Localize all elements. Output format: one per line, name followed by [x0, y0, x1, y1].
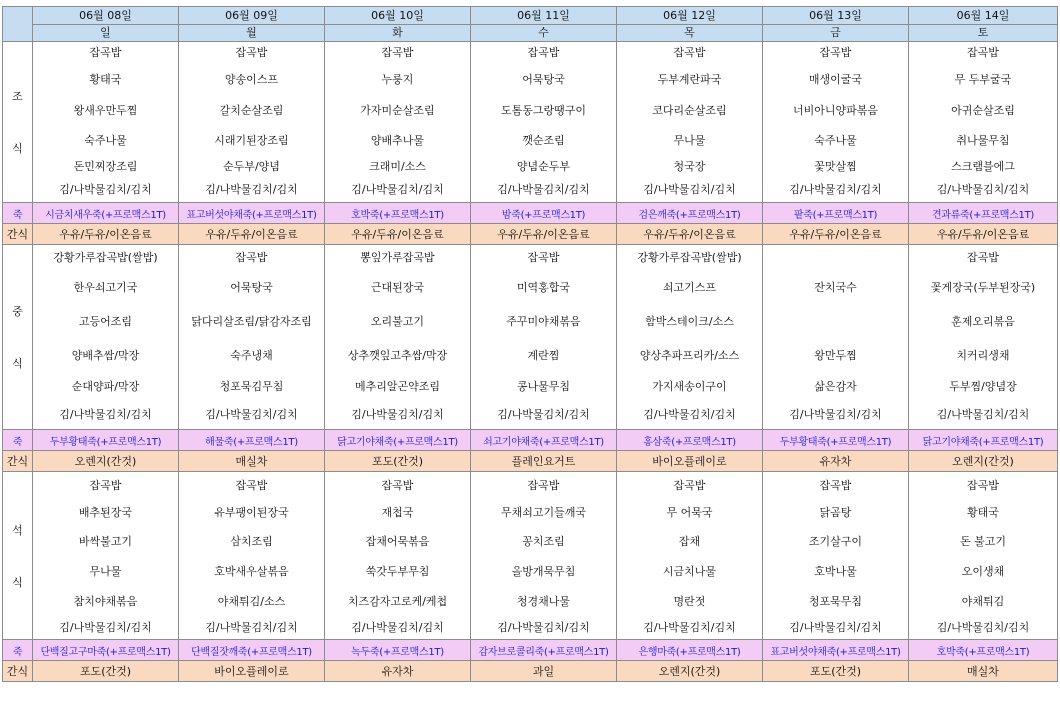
menu-item: 숙주냉채: [230, 349, 273, 362]
menu-item: 김/나박물김치/김치: [59, 408, 152, 421]
menu-item: 청경채나물: [516, 594, 571, 608]
menu-item: 청포묵김무침: [219, 380, 284, 393]
day-weekday: 금: [830, 25, 841, 39]
snack-cell: 우유/두유/이온음료: [325, 224, 471, 245]
juk-cell: 호박죽(+프로맥스1T): [325, 203, 471, 224]
menu-item: 양상추파프리카/소스: [639, 349, 740, 362]
menu-item: 오리불고기: [370, 315, 425, 328]
menu-item: 잡곡밥: [235, 251, 268, 264]
menu-item: [763, 305, 908, 339]
day-date: 06월 08일: [79, 8, 132, 22]
menu-item: 크래미/소스: [369, 160, 426, 173]
menu-item: 무나물: [89, 564, 122, 578]
snack-label: 간식: [3, 224, 33, 245]
dinner-row: [3, 472, 1058, 640]
day-weekday: 화: [392, 25, 403, 39]
menu-item: 배추된장국: [78, 505, 133, 519]
menu-item: 무채쇠고기들깨국: [500, 505, 586, 519]
menu-item: 청포묵무침: [808, 594, 863, 608]
menu-item: 꽃게장국(두부된장국): [930, 281, 1036, 294]
juk-label: 죽: [3, 430, 33, 451]
lunch-cell: [909, 245, 1058, 430]
meal-label-char: 식: [12, 357, 23, 370]
menu-item: 취나물무침: [956, 134, 1010, 147]
menu-item: 김/나박물김치/김치: [789, 408, 882, 421]
juk-cell: 단백질잣깨죽(+프로맥스1T): [179, 640, 325, 661]
lunch-snack-row: [3, 451, 1058, 472]
menu-item: 양송이스프: [224, 73, 279, 86]
lunch-cell: [325, 245, 471, 430]
day-header-6: [909, 7, 1058, 42]
menu-item: 가자미순살조림: [360, 104, 435, 117]
dinner-cell: [471, 472, 617, 640]
menu-item: 갈치순살조림: [219, 104, 284, 117]
lunch-cell: [471, 245, 617, 430]
menu-item: 잡곡밥: [967, 478, 999, 492]
menu-item: 삶은감자: [814, 380, 857, 393]
lunch-juk-row: [3, 430, 1058, 451]
menu-item: 돈 불고기: [959, 534, 1006, 548]
juk-cell: 표고버섯야채죽(+프로맥스1T): [179, 203, 325, 224]
day-weekday: 수: [538, 25, 549, 39]
juk-cell: 쇠고기야채죽(+프로맥스1T): [471, 430, 617, 451]
menu-item: 코다리순살조림: [652, 104, 727, 117]
breakfast-cell: [763, 42, 909, 203]
dinner-cell: [617, 472, 763, 640]
menu-item: 가지새송이구이: [652, 380, 727, 393]
menu-item: 잡곡밥: [235, 46, 268, 59]
juk-cell: 밤죽(+프로맥스1T): [471, 203, 617, 224]
menu-item: 양배추쌈/막장: [71, 349, 140, 362]
menu-item: 바싹불고기: [78, 534, 133, 548]
breakfast-cell: [33, 42, 179, 203]
menu-item: 꽁치조림: [522, 534, 565, 548]
juk-cell: 표고버섯야채죽(+프로맥스1T): [763, 640, 909, 661]
lunch-row: [3, 245, 1058, 430]
menu-item: 잡곡밥: [89, 478, 122, 492]
dinner-label: [3, 472, 33, 640]
day-date: 06월 10일: [371, 8, 424, 22]
menu-item: 스크램블에그: [951, 160, 1015, 173]
menu-item: 호박새우살볶음: [214, 564, 289, 578]
menu-item: 잡곡밥: [381, 478, 414, 492]
menu-item: 조기살구이: [808, 534, 863, 548]
menu-item: 김/나박물김치/김치: [205, 408, 298, 421]
menu-item: 잡곡밥: [235, 478, 268, 492]
day-weekday: 월: [246, 25, 257, 39]
menu-item: 왕만두찜: [814, 349, 857, 362]
menu-item: 김/나박물김치/김치: [789, 183, 882, 196]
juk-cell: 닭고기야채죽(+프로맥스1T): [909, 430, 1058, 451]
snack-cell: 유자차: [763, 451, 909, 472]
menu-item: 도톰동그랑땡구이: [500, 104, 586, 117]
juk-cell: 녹두죽(+프로맥스1T): [325, 640, 471, 661]
meal-label-char: 중: [12, 305, 23, 318]
menu-item: 황태국: [967, 505, 999, 519]
menu-item: 숙주나물: [814, 134, 857, 147]
day-header-1: [179, 7, 325, 42]
dinner-snack-row: [3, 661, 1058, 682]
menu-item: 김/나박물김치/김치: [643, 183, 736, 196]
weekly-meal-table: [2, 6, 1058, 682]
snack-cell: 우유/두유/이온음료: [909, 224, 1058, 245]
juk-cell: 홍삼죽(+프로맥스1T): [617, 430, 763, 451]
menu-item: 꽃맛살찜: [814, 160, 857, 173]
menu-item: [763, 245, 908, 271]
dinner-cell: [909, 472, 1058, 640]
menu-item: 시래기된장조림: [214, 134, 289, 147]
menu-item: 계란찜: [527, 349, 560, 362]
header-row: [3, 7, 1058, 42]
corner-cell: [3, 7, 33, 42]
menu-item: 잡곡밥: [819, 478, 852, 492]
menu-item: 재첩국: [381, 505, 414, 519]
menu-item: 참치야채볶음: [73, 594, 138, 608]
snack-cell: 매실차: [909, 661, 1058, 682]
menu-item: 김/나박물김치/김치: [59, 620, 152, 634]
snack-cell: 매실차: [179, 451, 325, 472]
dinner-cell: [325, 472, 471, 640]
snack-cell: 포도(간것): [325, 451, 471, 472]
menu-item: 근대된장국: [370, 281, 425, 294]
menu-item: 너비아니양파볶음: [792, 104, 878, 117]
snack-cell: 우유/두유/이온음료: [763, 224, 909, 245]
menu-item: 양배추나물: [370, 134, 425, 147]
snack-cell: 오렌지(간것): [617, 661, 763, 682]
menu-item: 잡곡밥: [89, 46, 122, 59]
juk-cell: 팥죽(+프로맥스1T): [763, 203, 909, 224]
day-weekday: 토: [977, 25, 989, 39]
snack-cell: 포도(간것): [33, 661, 179, 682]
menu-item: 두부계란파국: [657, 73, 722, 86]
menu-item: 잡채어묵볶음: [365, 534, 430, 548]
menu-item: 김/나박물김치/김치: [936, 620, 1030, 634]
menu-item: 시금치나물: [662, 564, 717, 578]
menu-item: 무 어묵국: [666, 505, 713, 519]
juk-cell: 시금치새우죽(+프로맥스1T): [33, 203, 179, 224]
menu-item: 김/나박물김치/김치: [351, 408, 444, 421]
menu-item: 김/나박물김치/김치: [936, 183, 1030, 196]
day-date: 06월 12일: [663, 8, 716, 22]
menu-item: 어묵탕국: [230, 281, 273, 294]
menu-item: 치즈감자고로케/케첩: [347, 594, 448, 608]
menu-item: 야채튀김/소스: [217, 594, 286, 608]
menu-item: 닭곰탕: [819, 505, 852, 519]
menu-item: 김/나박물김치/김치: [351, 183, 444, 196]
meal-label-char: 조: [12, 90, 23, 103]
juk-cell: 검은깨죽(+프로맥스1T): [617, 203, 763, 224]
day-header-3: [471, 7, 617, 42]
juk-cell: 은행마죽(+프로맥스1T): [617, 640, 763, 661]
dinner-cell: [33, 472, 179, 640]
snack-cell: 우유/두유/이온음료: [179, 224, 325, 245]
menu-item: 강황가루잡곡밥(쌀밥): [53, 251, 158, 264]
menu-item: 순대양파/막장: [71, 380, 140, 393]
menu-item: 김/나박물김치/김치: [497, 408, 590, 421]
menu-item: 한우쇠고기국: [73, 281, 138, 294]
menu-item: 잡곡밥: [527, 478, 560, 492]
menu-item: 누룽지: [381, 73, 414, 86]
snack-cell: 과일: [471, 661, 617, 682]
menu-item: 닭다리살조림/닭감자조림: [191, 315, 312, 328]
menu-item: 훈제오리볶음: [951, 315, 1015, 328]
breakfast-label: [3, 42, 33, 203]
juk-cell: 감자브로콜리죽(+프로맥스1T): [471, 640, 617, 661]
breakfast-snack-row: [3, 224, 1058, 245]
juk-cell: 두부황태죽(+프로맥스1T): [33, 430, 179, 451]
menu-item: 메추리알곤약조림: [354, 380, 440, 393]
menu-item: 돈민찌장조림: [73, 160, 138, 173]
breakfast-cell: [179, 42, 325, 203]
menu-item: 잡곡밥: [673, 478, 706, 492]
lunch-cell: [33, 245, 179, 430]
menu-item: 올방개묵무침: [511, 564, 576, 578]
snack-cell: 유자차: [325, 661, 471, 682]
menu-item: 잔치국수: [814, 281, 857, 294]
snack-cell: 오렌지(간것): [33, 451, 179, 472]
breakfast-row: [3, 42, 1058, 203]
menu-item: 뽕잎가루잡곡밥: [360, 251, 435, 264]
menu-item: 쑥갓두부무침: [365, 564, 430, 578]
snack-cell: 오렌지(간것): [909, 451, 1058, 472]
menu-item: 미역홍합국: [516, 281, 571, 294]
menu-item: 무나물: [673, 134, 706, 147]
juk-cell: 해물죽(+프로맥스1T): [179, 430, 325, 451]
day-date: 06월 14일: [956, 8, 1010, 22]
juk-cell: 단백질고구마죽(+프로맥스1T): [33, 640, 179, 661]
day-date: 06월 09일: [225, 8, 278, 22]
menu-item: 야채튀김: [961, 594, 1005, 608]
menu-item: 함박스테이크/소스: [645, 315, 734, 328]
menu-item: 고등어조림: [78, 315, 133, 328]
breakfast-juk-row: [3, 203, 1058, 224]
breakfast-cell: [325, 42, 471, 203]
menu-item: 김/나박물김치/김치: [789, 620, 882, 634]
juk-cell: 호박죽(+프로맥스1T): [909, 640, 1058, 661]
day-header-5: [763, 7, 909, 42]
breakfast-cell: [617, 42, 763, 203]
menu-item: 잡채: [678, 534, 701, 548]
snack-cell: 바이오플레이로: [179, 661, 325, 682]
snack-cell: 우유/두유/이온음료: [33, 224, 179, 245]
menu-item: 잡곡밥: [527, 251, 560, 264]
menu-item: 아귀순살조림: [951, 104, 1015, 117]
menu-item: 두부찜/양념장: [949, 380, 1017, 393]
day-header-0: [33, 7, 179, 42]
dinner-cell: [179, 472, 325, 640]
menu-item: 주꾸미야채볶음: [506, 315, 581, 328]
juk-cell: 두부황태죽(+프로맥스1T): [763, 430, 909, 451]
menu-item: 매생이굴국: [808, 73, 863, 86]
juk-cell: 닭고기야채죽(+프로맥스1T): [325, 430, 471, 451]
menu-item: 쇠고기스프: [662, 281, 717, 294]
menu-item: 김/나박물김치/김치: [205, 183, 298, 196]
menu-item: 왕새우만두찜: [73, 104, 138, 117]
day-weekday: 일: [100, 25, 111, 39]
meal-label-char: 석: [12, 523, 23, 537]
menu-item: 김/나박물김치/김치: [497, 183, 590, 196]
juk-label: 죽: [3, 203, 33, 224]
menu-item: 잡곡밥: [819, 46, 852, 59]
menu-item: 양념순두부: [516, 160, 571, 173]
menu-item: 강황가루잡곡밥(쌀밥): [637, 251, 742, 264]
snack-cell: 플레인요거트: [471, 451, 617, 472]
menu-item: 무 두부굴국: [954, 73, 1012, 86]
snack-cell: 우유/두유/이온음료: [471, 224, 617, 245]
snack-cell: 우유/두유/이온음료: [617, 224, 763, 245]
juk-label: 죽: [3, 640, 33, 661]
snack-label: 간식: [3, 451, 33, 472]
menu-item: 잡곡밥: [527, 46, 560, 59]
menu-item: 청국장: [673, 160, 706, 173]
breakfast-cell: [909, 42, 1058, 203]
lunch-label: [3, 245, 33, 430]
menu-item: 잡곡밥: [381, 46, 414, 59]
menu-item: 어묵탕국: [522, 73, 565, 86]
meal-label-char: 식: [12, 575, 23, 589]
day-weekday: 목: [684, 25, 695, 39]
menu-item: 김/나박물김치/김치: [497, 620, 590, 634]
menu-item: 상추깻잎고추쌈/막장: [347, 349, 448, 362]
lunch-cell: [179, 245, 325, 430]
menu-item: 김/나박물김치/김치: [205, 620, 298, 634]
breakfast-cell: [471, 42, 617, 203]
menu-item: 김/나박물김치/김치: [936, 408, 1030, 421]
lunch-cell: [763, 245, 909, 430]
day-header-2: [325, 7, 471, 42]
menu-item: 깻순조림: [522, 134, 565, 147]
snack-label: 간식: [3, 661, 33, 682]
juk-cell: 견과류죽(+프로맥스1T): [909, 203, 1058, 224]
meal-label-char: 식: [12, 142, 23, 155]
menu-item: 호박나물: [814, 564, 857, 578]
lunch-cell: [617, 245, 763, 430]
day-header-4: [617, 7, 763, 42]
menu-item: 김/나박물김치/김치: [351, 620, 444, 634]
menu-item: 명란젓: [673, 594, 706, 608]
menu-item: 김/나박물김치/김치: [643, 620, 736, 634]
menu-item: 황태국: [89, 73, 122, 86]
dinner-cell: [763, 472, 909, 640]
day-date: 06월 13일: [809, 8, 862, 22]
menu-item: 김/나박물김치/김치: [59, 183, 152, 196]
menu-item: 콩나물무침: [516, 380, 571, 393]
menu-item: 잡곡밥: [673, 46, 706, 59]
menu-item: 삼치조림: [230, 534, 273, 548]
menu-item: 숙주나물: [84, 134, 127, 147]
dinner-juk-row: [3, 640, 1058, 661]
snack-cell: 바이오플레이로: [617, 451, 763, 472]
menu-item: 치커리생채: [956, 349, 1010, 362]
day-date: 06월 11일: [517, 8, 570, 22]
menu-item: 유부팽이된장국: [214, 505, 289, 519]
menu-item: 잡곡밥: [967, 251, 999, 264]
snack-cell: 포도(간것): [763, 661, 909, 682]
menu-item: 순두부/양념: [223, 160, 280, 173]
menu-item: 오이생채: [961, 564, 1005, 578]
menu-item: 김/나박물김치/김치: [643, 408, 736, 421]
menu-item: 잡곡밥: [967, 46, 999, 59]
